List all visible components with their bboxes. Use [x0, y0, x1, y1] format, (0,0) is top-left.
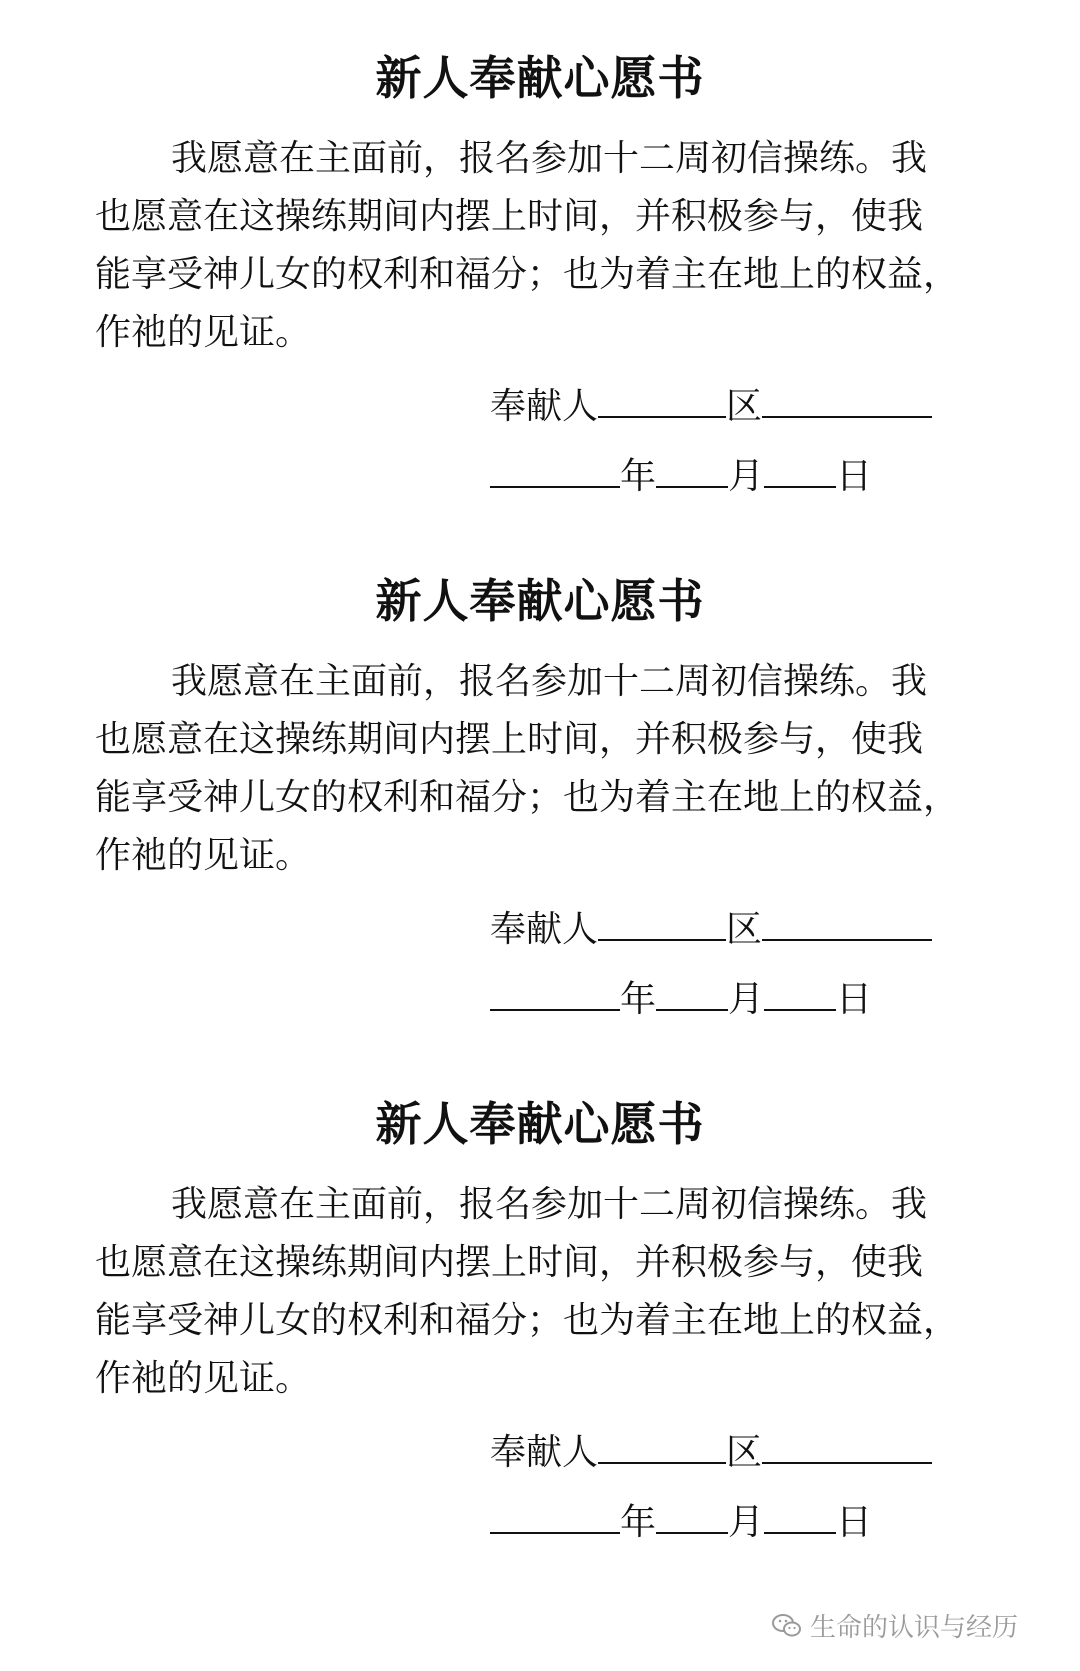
- body-line: 作祂的见证。: [95, 835, 312, 876]
- district-blank[interactable]: [762, 903, 932, 941]
- district-label: 区: [726, 386, 763, 427]
- body-line: 能享受神儿女的权利和福分；也为着主在地上的权益，: [95, 777, 960, 818]
- body-line: 也愿意在这操练期间内摆上时间，并积极参与，使我: [95, 1242, 924, 1283]
- month-label: 月: [728, 1502, 765, 1543]
- watermark: [772, 1607, 1018, 1644]
- pledge-form-3: [0, 1046, 1080, 1586]
- district-blank[interactable]: [762, 1426, 932, 1464]
- body-line: 也愿意在这操练期间内摆上时间，并积极参与，使我: [95, 196, 924, 237]
- wechat-icon: [772, 1613, 802, 1639]
- body-line: 能享受神儿女的权利和福分；也为着主在地上的权益，: [95, 254, 960, 295]
- day-blank[interactable]: [764, 973, 836, 1011]
- year-blank[interactable]: [490, 1496, 620, 1534]
- day-label: 日: [836, 979, 873, 1020]
- date-row: [490, 450, 872, 502]
- form-title: 新人奉献心愿书: [375, 1097, 705, 1151]
- body-line: 作祂的见证。: [95, 1358, 312, 1399]
- signature-row: [490, 380, 932, 432]
- form-body: [95, 653, 975, 885]
- form-body: [95, 1176, 975, 1408]
- month-blank[interactable]: [656, 973, 728, 1011]
- signer-name-blank[interactable]: [598, 1426, 726, 1464]
- year-blank[interactable]: [490, 973, 620, 1011]
- day-label: 日: [836, 456, 873, 497]
- body-line: 作祂的见证。: [95, 312, 312, 353]
- form-title: 新人奉献心愿书: [375, 51, 705, 105]
- body-line: 我愿意在主面前，报名参加十二周初信操练。我: [171, 138, 928, 179]
- signer-label: 奉献人: [490, 909, 599, 950]
- signer-label: 奉献人: [490, 386, 599, 427]
- day-label: 日: [836, 1502, 873, 1543]
- day-blank[interactable]: [764, 450, 836, 488]
- year-label: 年: [620, 456, 657, 497]
- day-blank[interactable]: [764, 1496, 836, 1534]
- year-blank[interactable]: [490, 450, 620, 488]
- body-line: 也愿意在这操练期间内摆上时间，并积极参与，使我: [95, 719, 924, 760]
- pledge-form-2: [0, 523, 1080, 1063]
- body-line: 能享受神儿女的权利和福分；也为着主在地上的权益，: [95, 1300, 960, 1341]
- signer-name-blank[interactable]: [598, 380, 726, 418]
- date-row: [490, 973, 872, 1025]
- signature-row: [490, 1426, 932, 1478]
- month-blank[interactable]: [656, 450, 728, 488]
- district-label: 区: [726, 1432, 763, 1473]
- month-blank[interactable]: [656, 1496, 728, 1534]
- district-label: 区: [726, 909, 763, 950]
- signer-label: 奉献人: [490, 1432, 599, 1473]
- district-blank[interactable]: [762, 380, 932, 418]
- year-label: 年: [620, 979, 657, 1020]
- pledge-form-1: [0, 0, 1080, 540]
- form-title: 新人奉献心愿书: [375, 574, 705, 628]
- date-row: [490, 1496, 872, 1548]
- signer-name-blank[interactable]: [598, 903, 726, 941]
- year-label: 年: [620, 1502, 657, 1543]
- month-label: 月: [728, 456, 765, 497]
- body-line: 我愿意在主面前，报名参加十二周初信操练。我: [171, 661, 928, 702]
- body-line: 我愿意在主面前，报名参加十二周初信操练。我: [171, 1184, 928, 1225]
- form-body: [95, 130, 975, 362]
- month-label: 月: [728, 979, 765, 1020]
- signature-row: [490, 903, 932, 955]
- watermark-text: 生命的认识与经历: [810, 1613, 1019, 1643]
